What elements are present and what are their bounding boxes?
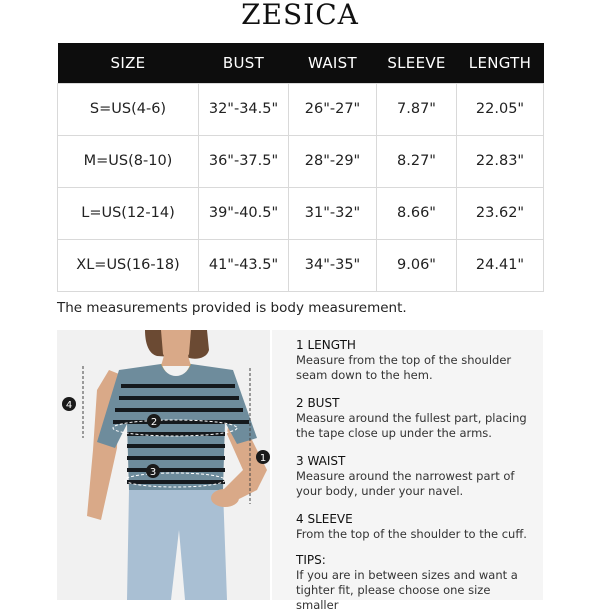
table-row <box>58 83 544 135</box>
table-cell: 26"-27" <box>289 83 377 135</box>
tips-desc: If you are in between sizes and want a tighter fit, please choose one size smaller <box>296 568 518 612</box>
instruction-title: 4 SLEEVE <box>296 512 353 526</box>
table-cell: 7.87" <box>377 83 457 135</box>
marker-3-label: 3 <box>149 467 157 478</box>
table-cell: 34"-35" <box>289 239 377 291</box>
measurement-note: The measurements provided is body measurement. <box>57 300 407 316</box>
table-cell: 9.06" <box>377 239 457 291</box>
hand <box>211 489 239 507</box>
size-chart-table <box>57 43 544 292</box>
table-row <box>58 239 544 291</box>
instruction-desc: From the top of the shoulder to the cuff. <box>296 527 527 541</box>
table-cell: 22.83" <box>457 135 544 187</box>
instruction-desc: Measure around the fullest part, placing the tape close up under the arms. <box>296 411 527 440</box>
header-bust: BUST <box>199 43 289 83</box>
table-cell: 24.41" <box>457 239 544 291</box>
table-header-row <box>58 43 544 83</box>
table-cell: 23.62" <box>457 187 544 239</box>
marker-1-label: 1 <box>259 453 267 464</box>
instruction-waist <box>296 454 531 499</box>
table-cell: 41"-43.5" <box>199 239 289 291</box>
tips-title: TIPS: <box>296 553 326 567</box>
table-cell: 39"-40.5" <box>199 187 289 239</box>
marker-3 <box>146 464 160 478</box>
model-illustration <box>57 330 270 600</box>
header-sleeve: SLEEVE <box>377 43 457 83</box>
header-size: SIZE <box>58 43 199 83</box>
marker-1 <box>256 450 270 464</box>
instruction-title: 2 BUST <box>296 396 340 410</box>
table-cell: 22.05" <box>457 83 544 135</box>
marker-2-label: 2 <box>150 417 158 428</box>
instruction-desc: Measure around the narrowest part of your body, under your navel. <box>296 469 515 498</box>
instruction-sleeve <box>296 512 531 542</box>
table-row <box>58 135 544 187</box>
table-cell: L=US(12-14) <box>58 187 199 239</box>
instruction-bust <box>296 396 531 441</box>
brand-logo: ZESICA <box>241 0 359 31</box>
instruction-desc: Measure from the top of the shoulder seam down to the hem. <box>296 353 512 382</box>
table-cell: S=US(4-6) <box>58 83 199 135</box>
instruction-title: 3 WAIST <box>296 454 346 468</box>
instruction-title: 1 LENGTH <box>296 338 356 352</box>
marker-2 <box>147 414 161 428</box>
table-cell: M=US(8-10) <box>58 135 199 187</box>
table-cell: 32"-34.5" <box>199 83 289 135</box>
table-row <box>58 187 544 239</box>
neck-skin <box>161 352 191 366</box>
table-cell: 31"-32" <box>289 187 377 239</box>
marker-4 <box>62 397 76 411</box>
measuring-instructions <box>272 330 543 612</box>
instruction-length <box>296 338 531 383</box>
table-cell: 36"-37.5" <box>199 135 289 187</box>
header-length: LENGTH <box>457 43 544 83</box>
table-cell: XL=US(16-18) <box>58 239 199 291</box>
tips-section <box>296 553 531 613</box>
table-cell: 8.27" <box>377 135 457 187</box>
table-cell: 28"-29" <box>289 135 377 187</box>
header-waist: WAIST <box>289 43 377 83</box>
table-cell: 8.66" <box>377 187 457 239</box>
jeans <box>127 490 227 600</box>
marker-4-label: 4 <box>65 400 73 411</box>
